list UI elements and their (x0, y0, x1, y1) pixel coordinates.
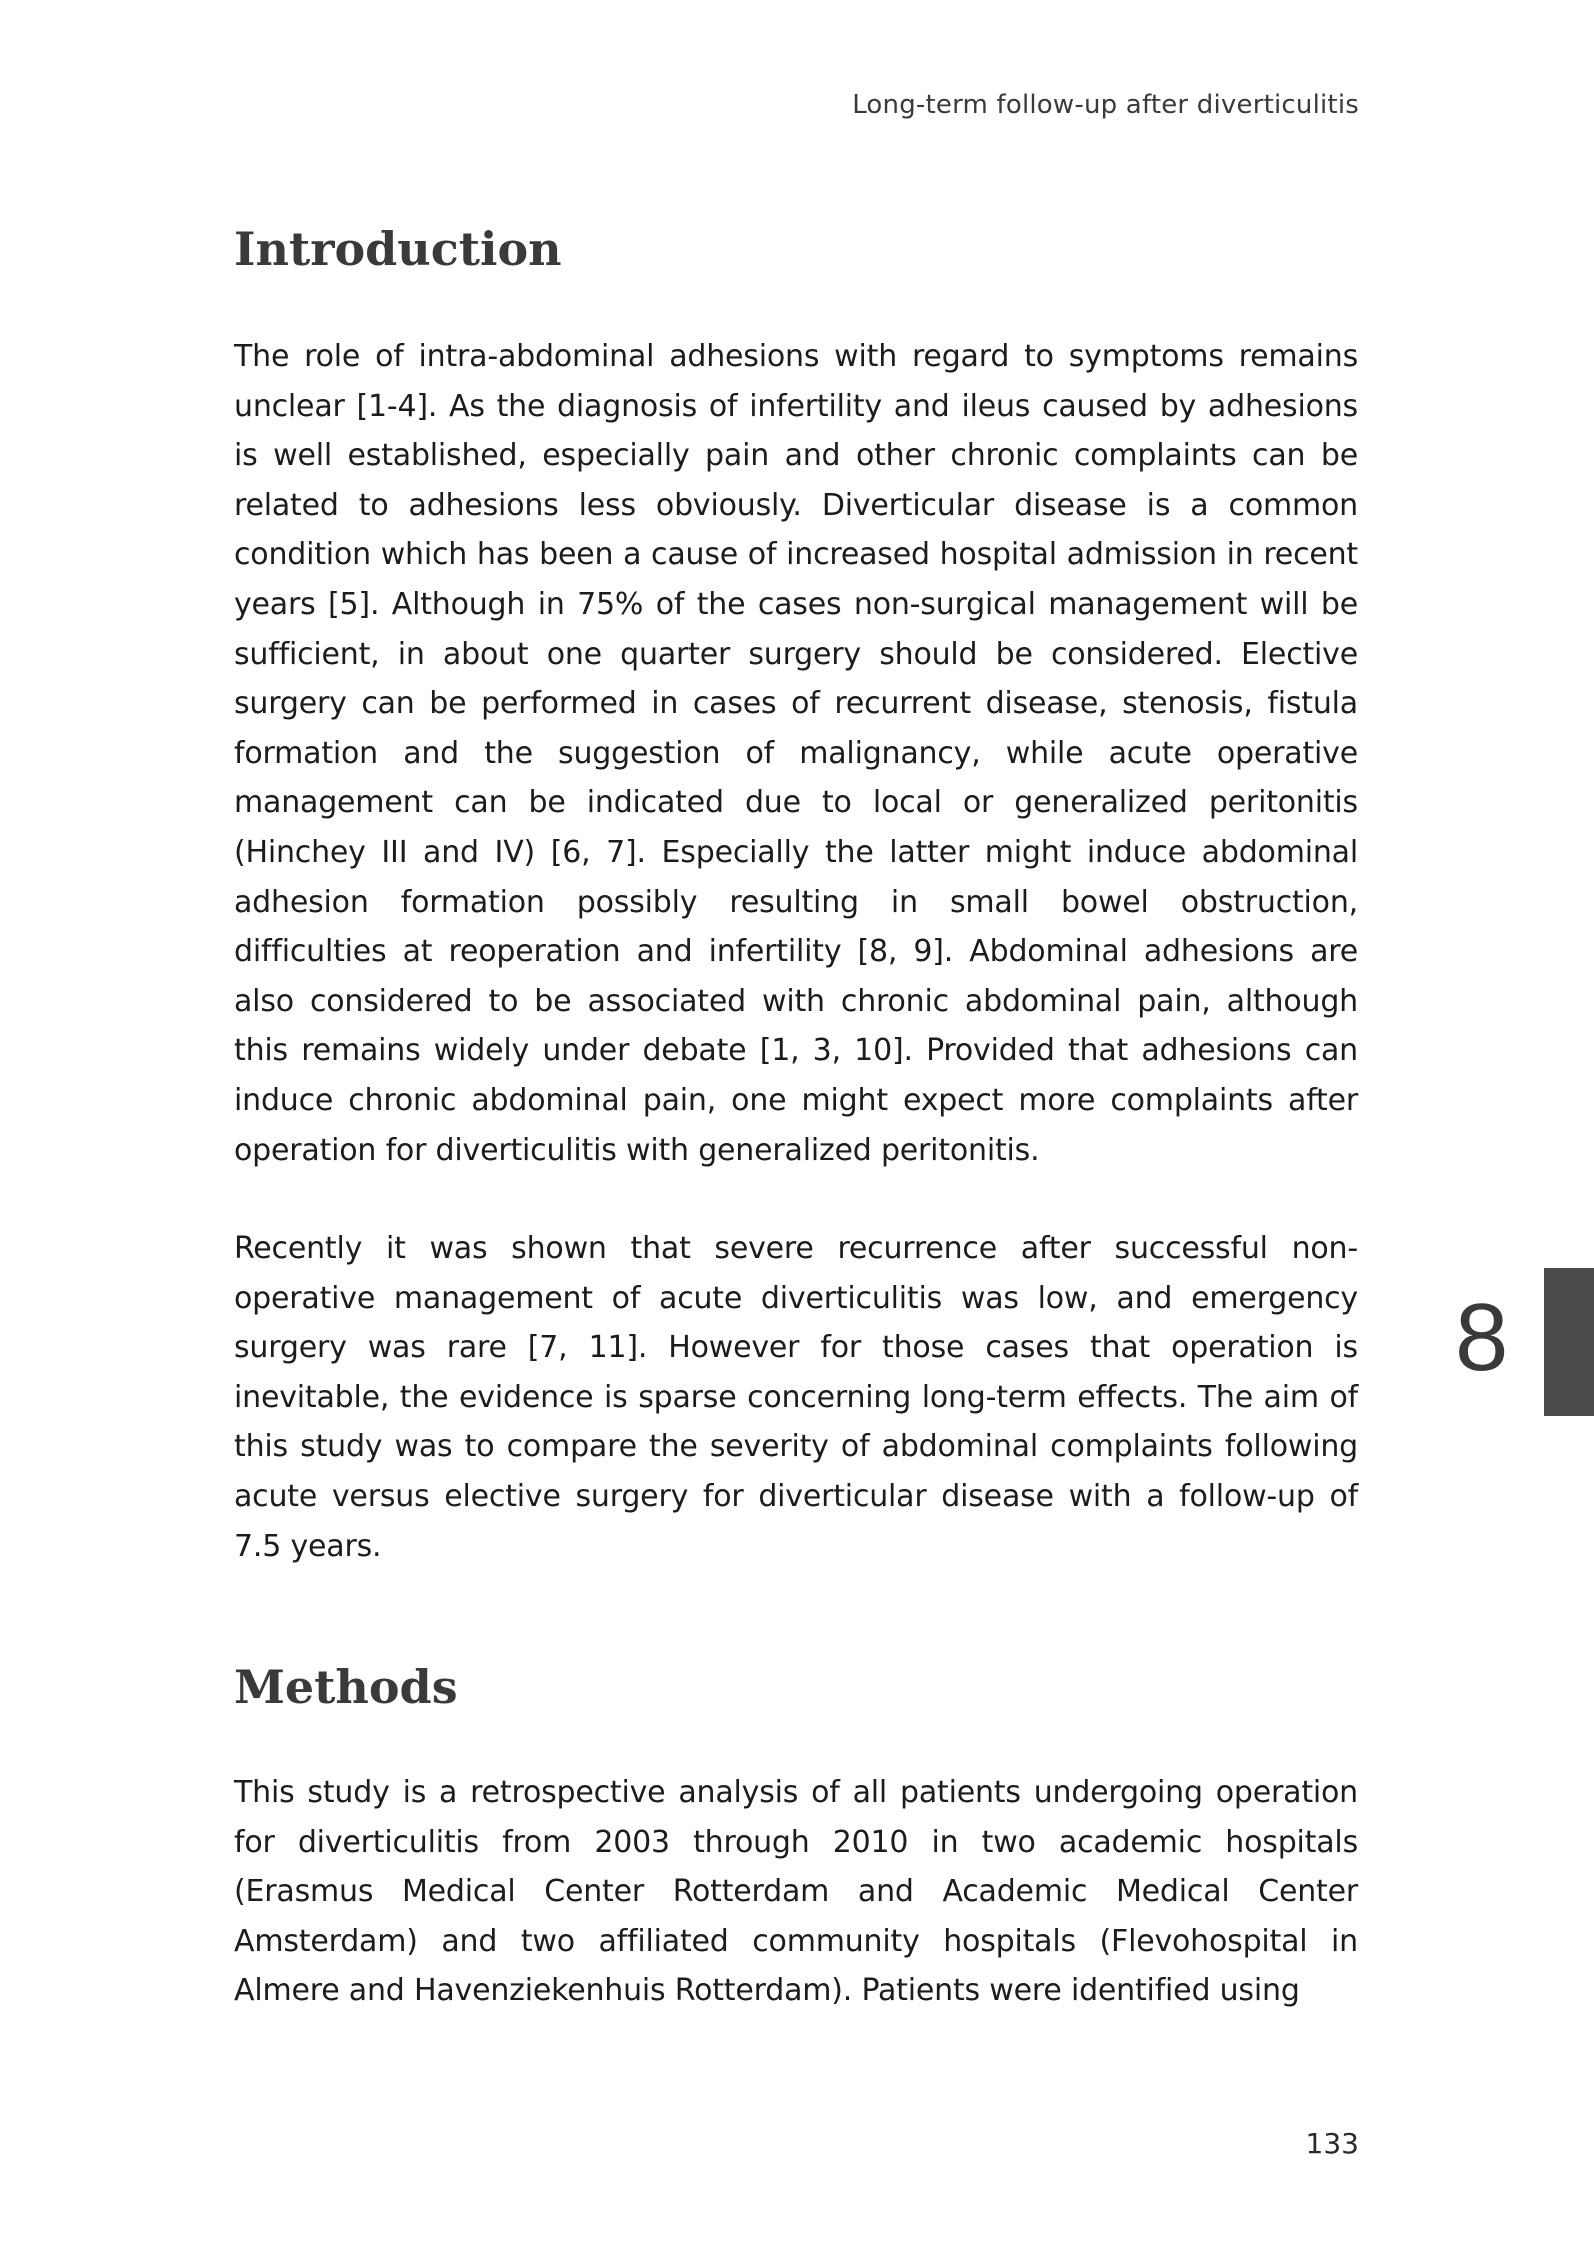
paragraph: This study is a retrospective analysis of all patients undergoing operation for diverticulitis from 2003 through 2010 in two academic hospitals (Erasmus Medical Center Rotterdam and Academic Medical Center Amsterdam) and two affiliated community hospitals (Flevohospital in Almere and Havenziekenhuis Rotterdam). Patients were identified using (234, 1775, 1358, 2009)
running-header: Long-term follow-up after diverticulitis (852, 90, 1359, 120)
chapter-thumb-tab (1544, 1268, 1594, 1416)
paragraph: Recently it was shown that severe recurrence after successful non-operative management of acute diverticulitis was low, and emergency surgery was rare [7, 11]. However for those cases that operation is inevitable, the evidence is sparse concerning long-term effects. The aim of this study was to compare the severity of abdominal complaints following acute versus elective surgery for diverticular disease with a follow-up of 7.5 years. (234, 1231, 1358, 1564)
paragraph: The role of intra-abdominal adhesions with regard to symptoms remains unclear [1-4]. As the diagnosis of infertility and ileus caused by adhesions is well established, especially pain and other chronic complaints can be related to adhesions less obviously. Diverticular disease is a common condition which has been a cause of increased hospital admission in recent years [5]. Although in 75% of the cases non-surgical management will be sufficient, in about one quarter surgery should be considered. Elective surgery can be performed in cases of recurrent disease, stenosis, fistula formation and the suggestion of malignancy, while acute operative management can be indicated due to local or generalized peritonitis (Hinchey III and IV) [6, 7]. Especially the latter might induce abdominal adhesion formation possibly resulting in small bowel obstruction, difficulties at reoperation and infertility [8, 9]. Abdominal adhesions are also considered to be associated with chronic abdominal pain, although this remains widely under debate [1, 3, 10]. Provided that adhesions can induce chronic abdominal pain, one might expect more complaints after operation for diverticulitis with generalized peritonitis. (234, 339, 1358, 1168)
section-heading-introduction: Introduction (234, 222, 562, 276)
chapter-number: 8 (1455, 1284, 1509, 1391)
page-number: 133 (1305, 2127, 1359, 2160)
section-heading-methods: Methods (234, 1660, 458, 1714)
